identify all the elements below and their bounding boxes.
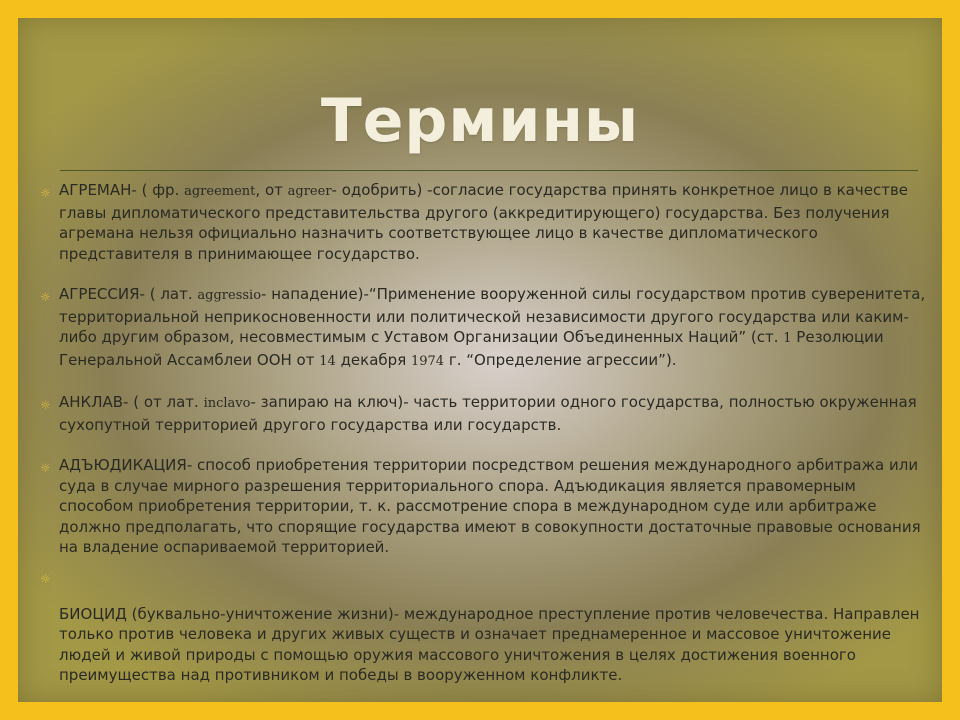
term-text: - одобрить) -согласие государства принять конкретное лицо в качестве главы дипломатического представительства другого (аккредитирующего) государства. Без получения агремана нельзя официально назначить соответствующее лицо в качестве дипломатического представителя в принимающее государство. — [59, 181, 909, 263]
sun-bullet-icon: ☼ — [40, 461, 51, 475]
term-name: АГРЕССИЯ — [59, 285, 140, 303]
term-text-serif: 1974 — [410, 353, 445, 369]
title-divider — [60, 170, 918, 171]
sun-bullet-icon: ☼ — [40, 571, 51, 586]
sun-bullet-icon: ☼ — [40, 398, 51, 412]
term-text: декабря — [335, 350, 411, 369]
term-text-serif: 1 — [783, 331, 792, 346]
term-text: - нападение)-“Применение вооруженной силы государством против суверенитета, территориальной неприкосновенности или политической независимости другого государства или каким-либо другим образом, несовместимым с Уставом Организации Объединенных Наций” (ст. — [59, 285, 926, 346]
empty-bullet — [40, 566, 930, 590]
term-text: (буквально-уничтожение жизни)- международное преступление против человечества. Направлен только против человека и других живых существ и означает преднамеренное и массовое уничтожение людей и живой природы с помощью оружия массового уничтожения в целях достижения военного преимущества над противником и победы в вооруженном конфликте. — [59, 604, 920, 684]
term-text-serif: agreer — [287, 184, 332, 199]
slide — [18, 18, 942, 702]
term-text-serif: agreement — [184, 184, 256, 199]
term-text: - запираю на ключ)- часть территории одного государства, полностью окруженная сухопутной территорией другого государства или государств. — [59, 393, 917, 434]
sun-bullet-icon: ☼ — [40, 290, 51, 304]
term-text: - ( от лат. — [123, 393, 204, 411]
term-text: - способ приобретения территории посредством решения международного арбитража или суда в случае мирного разрешения территориального спора. Адъюдикация является правомерным способом приобретения территории, т. к. рассмотрение спора в международном суде или арбитраже должно предполагать, что спорящие государства имеют в совокупности достаточные правовые основания на владение оспариваемой территорией. — [59, 456, 921, 556]
term-enclave — [40, 392, 930, 435]
term-name: АДЪЮДИКАЦИЯ — [59, 456, 187, 474]
term-text-serif: aggressio — [197, 288, 262, 303]
term-name: АНКЛАВ — [59, 393, 124, 411]
term-text: - ( лат. — [139, 285, 198, 303]
term-text: г. “Определение агрессии”). — [444, 350, 677, 369]
sun-bullet-icon: ☼ — [40, 186, 51, 200]
term-text-serif: inclavo — [203, 396, 251, 411]
term-text: , от — [255, 181, 288, 199]
terms-list — [40, 180, 930, 706]
term-agrement — [40, 180, 930, 264]
term-name: АГРЕМАН — [59, 181, 132, 199]
term-adjudication — [40, 455, 930, 558]
term-text-serif: 14 — [319, 353, 336, 369]
slide-title: Термины — [320, 86, 640, 156]
term-name: БИОЦИД — [59, 604, 127, 623]
term-text: Резолюции Генеральной Ассамблеи ООН от — [59, 328, 884, 369]
term-text: - ( фр. — [131, 181, 185, 199]
term-biocide — [40, 604, 930, 686]
term-aggression — [40, 284, 930, 372]
